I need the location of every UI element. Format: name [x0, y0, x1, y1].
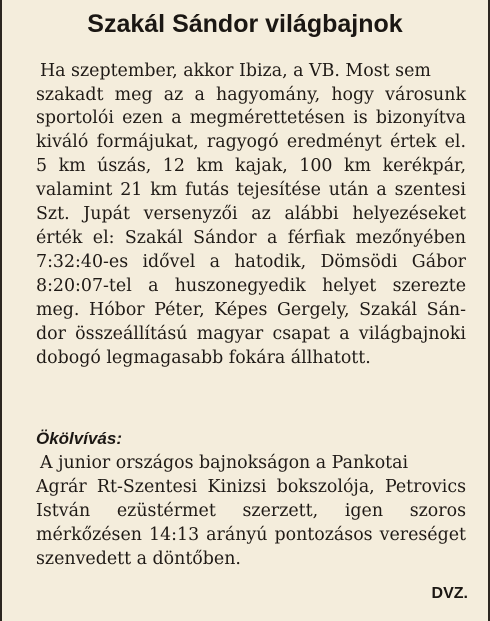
article-title: Szakál Sándor világbajnok: [87, 10, 403, 38]
author-byline: DVZ.: [431, 585, 468, 602]
section-subheading: Ökölvívás:: [36, 429, 122, 448]
paragraph2-line: István ezüstérmet szerzett, igen szoros: [36, 501, 466, 521]
paragraph2-line: A junior országos bajnokságon a Pankotai: [40, 453, 409, 473]
paragraph1-line: Szt. Jupát versenyzői az alábbi helyezéseket: [36, 204, 466, 224]
paragraph2-line: mérkőzésen 14:13 arányú pontozásos vereséget: [36, 525, 466, 545]
paragraph2-line: Agrár Rt-Szentesi Kinizsi bokszolója, Petrovics: [36, 477, 466, 497]
paragraph1-line: 8:20:07-tel a huszonegyedik helyet szerezte: [36, 276, 466, 296]
paragraph1-line: Ha szeptember, akkor Ibiza, a VB. Most sem: [40, 61, 431, 81]
paragraph1-line: sportolói ezen a megmérettetésen is bizonyítva: [36, 108, 466, 128]
paragraph1-line: dor összeállítású magyar csapat a világbajnoki: [36, 324, 466, 344]
paragraph1-line: valamint 21 km futás tejesítése után a szentesi: [36, 180, 466, 200]
paragraph1-line: dobogó legmagasabb fokára állhatott.: [36, 348, 371, 368]
paragraph2-line: szenvedett a döntőben.: [36, 549, 241, 569]
paragraph1-line: 5 km úszás, 12 km kajak, 100 km kerékpár,: [36, 156, 466, 176]
paragraph1-line: kiváló formájukat, ragyogó eredményt értek el.: [36, 132, 466, 152]
paragraph1-line: meg. Hóbor Péter, Képes Gergely, Szakál Sán-: [36, 300, 466, 320]
paragraph1-line: 7:32:40-es idővel a hatodik, Dömsödi Gábor: [36, 252, 466, 272]
paragraph1-line: szakadt meg az a hagyomány, hogy városunk: [36, 85, 466, 105]
paragraph1-line: érték el: Szakál Sándor a férfiak mezőnyében: [36, 228, 466, 248]
